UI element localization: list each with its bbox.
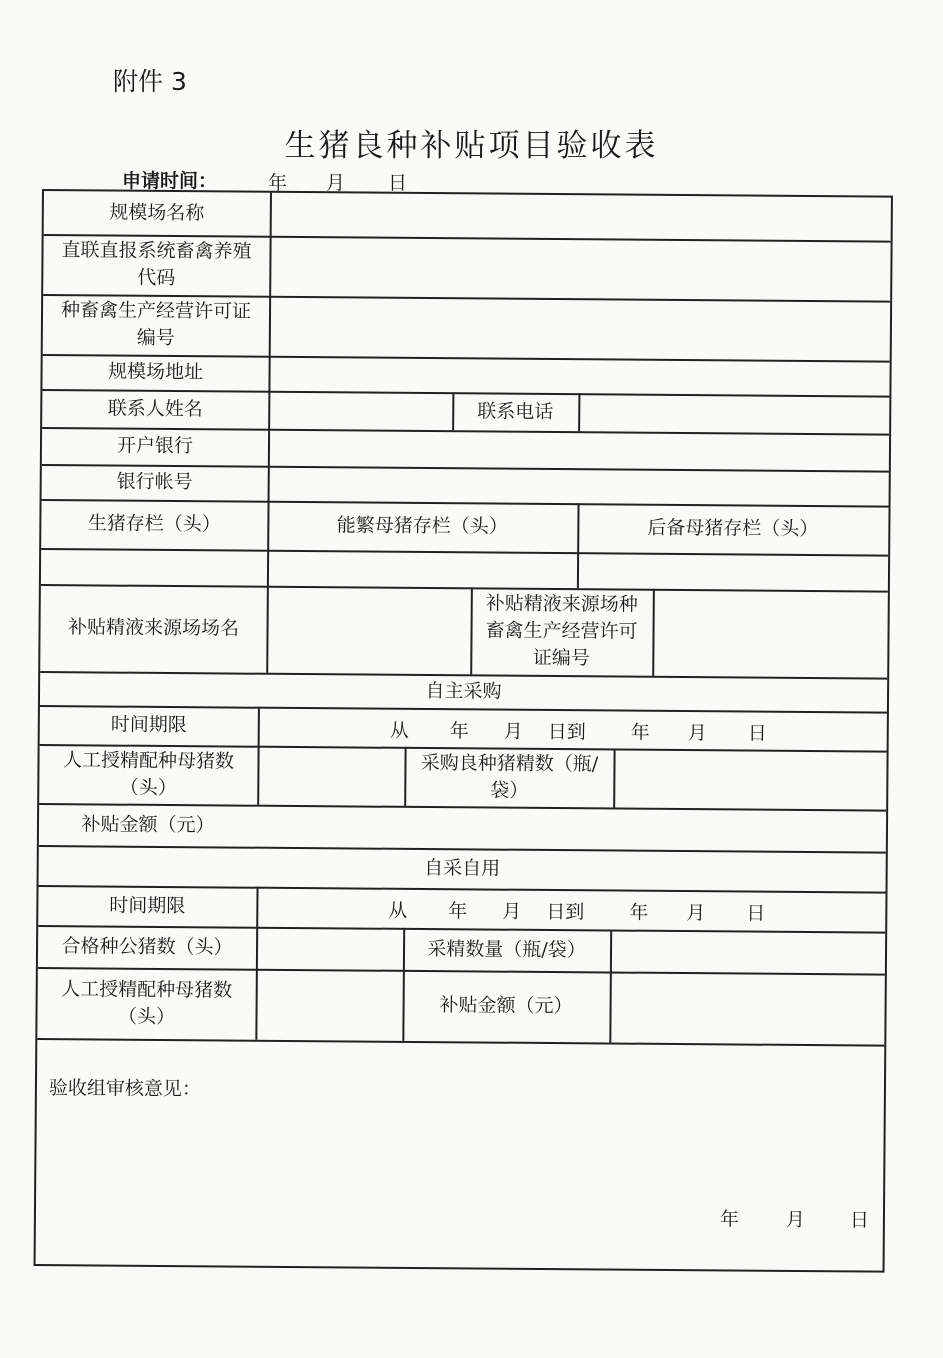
contact-phone-field[interactable] [578,393,889,433]
bank-account-field[interactable] [268,466,889,506]
contact-phone-label: 联系电话 [477,399,554,423]
semen-source-farm-label: 补贴精液来源场场名 [67,616,240,640]
farm-name-label: 规模场名称 [109,201,205,225]
collect-period-label: 时间期限 [109,894,186,917]
period-year2: 年 [629,901,649,924]
purchase-ai-sows-field[interactable] [257,746,404,806]
reserve-sow-stock-field[interactable] [577,552,888,590]
page-title: 生猪良种补贴项目验收表 [284,128,659,164]
review-date [636,1204,876,1236]
farm-address-label: 规模场地址 [107,360,204,384]
period-month2: 月 [686,902,706,925]
contact-name-label: 联系人姓名 [107,397,203,420]
bank-field[interactable] [268,429,889,471]
period-year: 年 [449,720,469,743]
collect-subsidy-field[interactable] [609,971,885,1044]
bank-label: 开户银行 [116,434,194,458]
purchase-period-field[interactable] [258,707,887,751]
purchase-subsidy-label: 补贴金额（元） [81,812,215,836]
semen-source-license-field[interactable] [652,589,888,678]
period-day2: 日 [746,902,766,925]
period-month2: 月 [687,722,707,745]
collect-subsidy-label: 补贴金额（元） [439,994,573,1018]
self-collect-header: 自采自用 [424,856,501,880]
period-month: 月 [503,720,523,743]
review-day: 日 [849,1209,870,1232]
apply-day: 日 [388,172,408,194]
semen-collected-field[interactable] [610,929,885,973]
semen-bought-label: 采购良种猪精数（瓶/袋） [420,751,599,802]
contact-name-field[interactable] [268,391,452,430]
acceptance-form-table [34,189,893,1273]
attachment-label: 附件 3 [113,67,187,96]
self-purchase-header: 自主采购 [425,679,502,703]
license-no-label: 种畜禽生产经营许可证编号 [60,299,252,350]
review-opinion-label: 验收组审核意见： [48,1076,202,1100]
farm-name-field[interactable] [270,193,891,241]
period-day-to: 日到 [547,720,586,744]
apply-year: 年 [268,172,288,194]
farm-address-field[interactable] [268,356,889,396]
semen-source-farm-field[interactable] [266,586,471,675]
period-month: 月 [502,900,522,923]
direct-report-code-field[interactable] [269,236,890,301]
breeding-sow-stock-field[interactable] [267,550,577,588]
pig-stock-label: 生猪存栏（头） [87,512,221,536]
qualified-boars-field[interactable] [256,927,403,970]
pig-stock-field[interactable] [41,548,267,586]
purchase-period-label: 时间期限 [110,713,187,737]
apply-month: 月 [326,172,346,194]
direct-report-code-label: 直联直报系统畜禽养殖代码 [61,239,252,290]
apply-time-label: 申请时间： [122,170,218,192]
period-day-to: 日到 [546,900,585,924]
review-opinion-field[interactable] [40,1105,880,1217]
qualified-boars-label: 合格种公猪数（头） [61,934,233,959]
period-year: 年 [448,900,468,923]
semen-source-license-label: 补贴精液来源场种畜禽生产经营许可证编号 [485,592,638,670]
breeding-sow-stock-label: 能繁母猪存栏（头） [336,514,508,538]
collect-period-field[interactable] [256,887,885,932]
purchase-subsidy-field[interactable] [257,805,886,852]
review-month: 月 [785,1208,806,1232]
period-from: 从 [389,719,409,742]
review-year: 年 [719,1208,740,1231]
period-day2: 日 [747,722,767,745]
semen-bought-field[interactable] [613,749,886,810]
collect-ai-sows-label: 人工授精配种母猪数（头） [61,977,233,1028]
collect-ai-sows-field[interactable] [255,969,403,1041]
reserve-sow-stock-label: 后备母猪存栏（头） [647,516,819,541]
semen-collected-label: 采精数量（瓶/袋） [427,937,586,961]
bank-account-label: 银行帐号 [116,470,193,494]
period-year2: 年 [630,721,650,744]
period-from: 从 [388,899,408,922]
purchase-ai-sows-label: 人工授精配种母猪数（头） [62,748,235,799]
license-no-field[interactable] [269,296,890,361]
